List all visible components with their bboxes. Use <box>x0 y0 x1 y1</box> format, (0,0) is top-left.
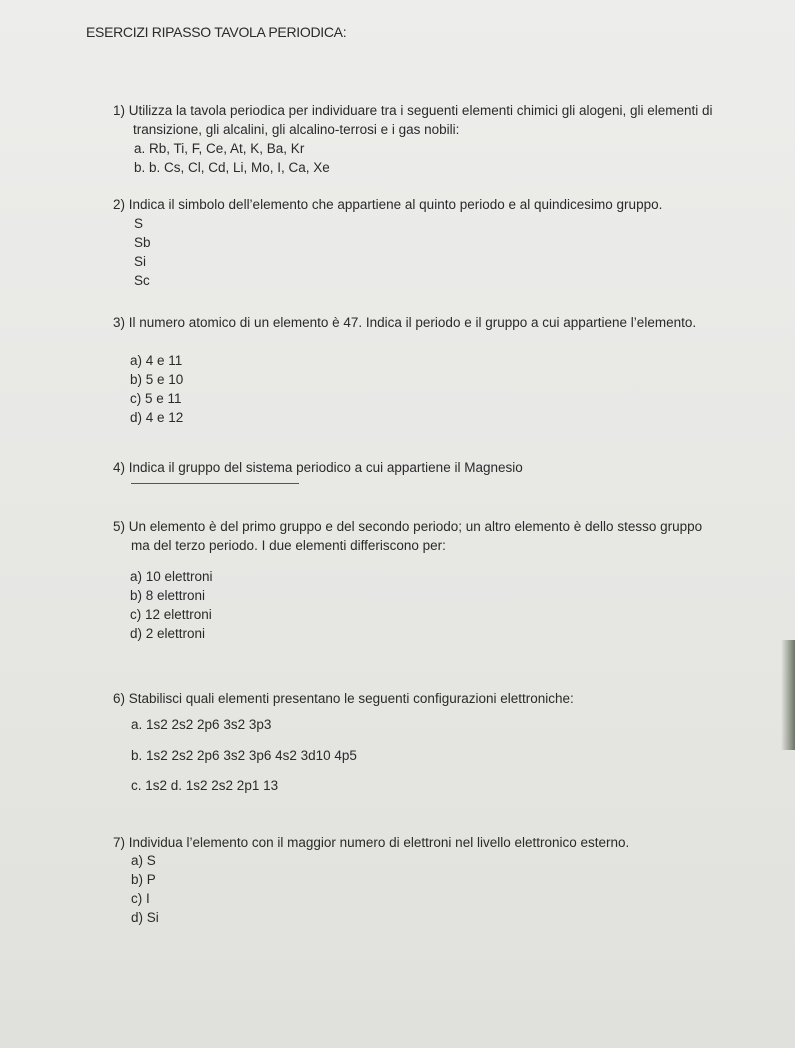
question-5-text: 5) Un elemento è del primo gruppo e del secondo periodo; un altro elemento è dello stesso gruppo <box>113 519 703 534</box>
question-6-option-c: c. 1s2 d. 1s2 2s2 2p1 13 <box>131 778 279 793</box>
question-2-option-3: Si <box>134 254 147 269</box>
question-3-option-a: a) 4 e 11 <box>130 353 183 368</box>
question-1-text-continued: transizione, gli alcalini, gli alcalino-terrosi e i gas nobili: <box>133 122 460 137</box>
question-7-option-a: a) S <box>131 853 156 868</box>
page-edge-shadow <box>781 640 795 750</box>
question-7-option-d: d) Si <box>131 910 159 925</box>
question-3-option-c: c) 5 e 11 <box>130 391 182 406</box>
question-7-option-c: c) I <box>131 891 150 906</box>
question-3-option-d: d) 4 e 12 <box>130 410 184 425</box>
question-5-text-continued: ma del terzo periodo. I due elementi differiscono per: <box>131 538 446 553</box>
question-1-option-b: b. b. Cs, Cl, Cd, Li, Mo, I, Ca, Xe <box>134 160 330 175</box>
question-6-text: 6) Stabilisci quali elementi presentano le seguenti configurazioni elettroniche: <box>113 691 574 706</box>
question-5-option-d: d) 2 elettroni <box>130 626 206 641</box>
question-2-option-4: Sc <box>134 273 150 288</box>
question-7-text: 7) Individua l’elemento con il maggior numero di elettroni nel livello elettronico esterno. <box>113 835 630 850</box>
question-6-option-a: a. 1s2 2s2 2p6 3s2 3p3 <box>131 717 272 732</box>
question-5-option-a: a) 10 elettroni <box>130 569 213 584</box>
question-7-option-b: b) P <box>131 872 156 887</box>
question-2-option-2: Sb <box>134 235 151 250</box>
question-3-option-b: b) 5 e 10 <box>130 372 184 387</box>
question-2-option-1: S <box>134 216 144 231</box>
page-title: ESERCIZI RIPASSO TAVOLA PERIODICA: <box>86 24 347 40</box>
question-2-text: 2) Indica il simbolo dell’elemento che appartiene al quinto periodo e al quindicesimo gruppo. <box>113 197 663 212</box>
question-1-option-a: a. Rb, Ti, F, Ce, At, K, Ba, Kr <box>134 141 305 156</box>
question-6-option-b: b. 1s2 2s2 2p6 3s2 3p6 4s2 3d10 4p5 <box>131 748 357 763</box>
question-5-option-c: c) 12 elettroni <box>130 607 212 622</box>
question-5-option-b: b) 8 elettroni <box>130 588 206 603</box>
question-3-text: 3) Il numero atomico di un elemento è 47. Indica il periodo e il gruppo a cui appartiene l’elemento. <box>113 315 697 330</box>
question-1-text: 1) Utilizza la tavola periodica per individuare tra i seguenti elementi chimici gli alogeni, gli elementi di <box>113 103 713 118</box>
question-4-text: 4) Indica il gruppo del sistema periodico a cui appartiene il Magnesio <box>113 460 523 475</box>
answer-blank-line <box>131 483 299 484</box>
